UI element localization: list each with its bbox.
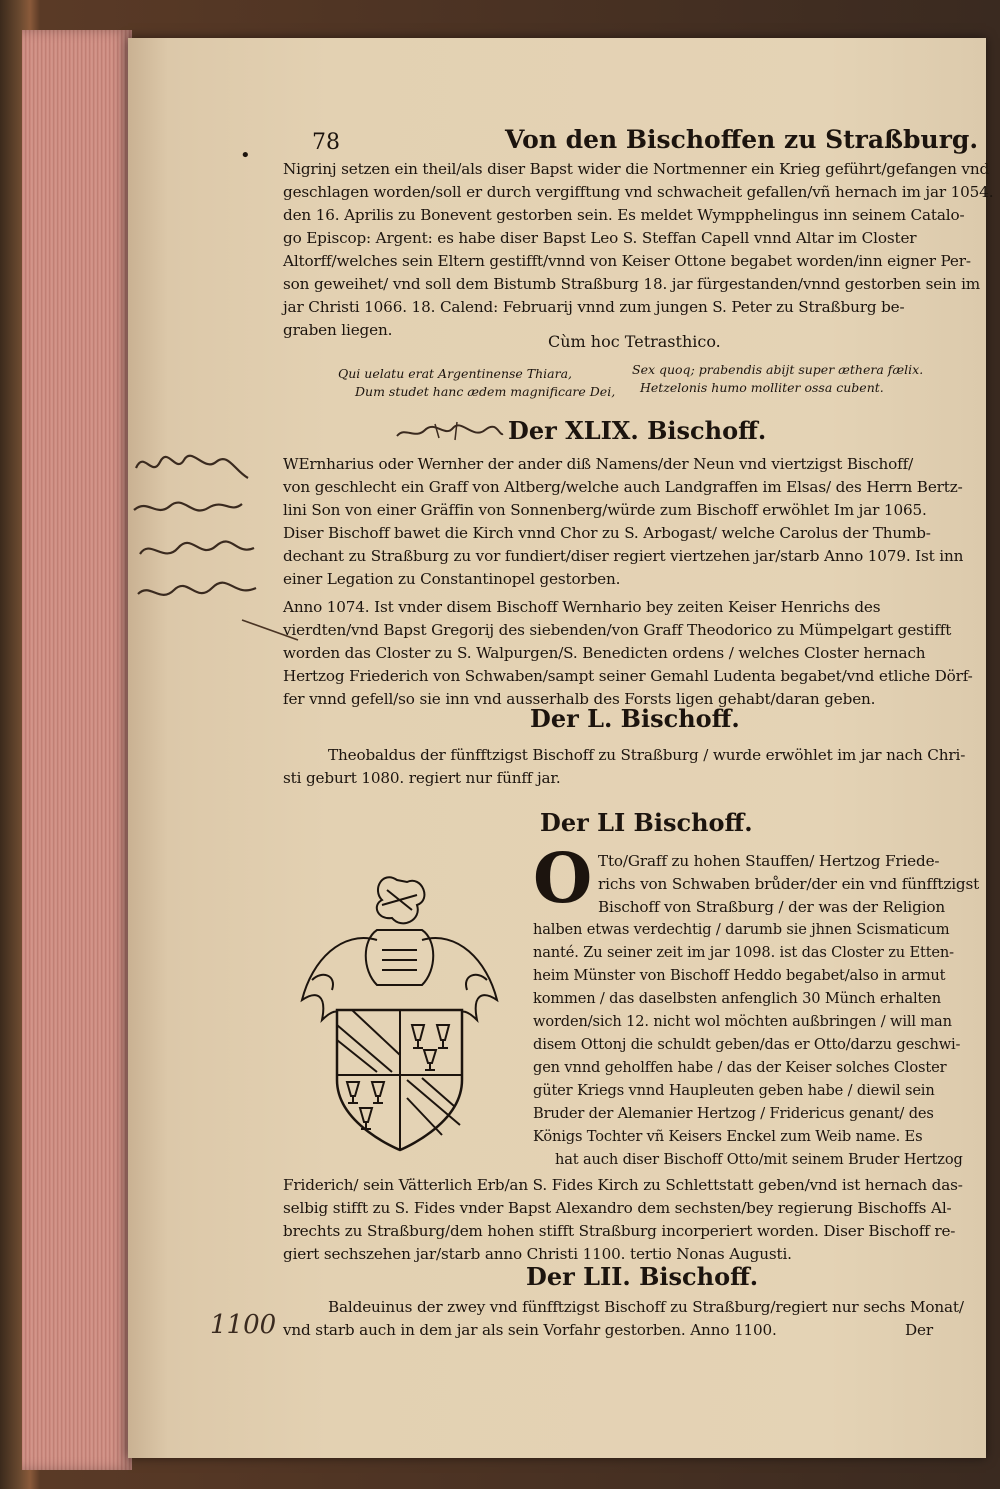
para-51-line: disem Ottonj die schuldt geben/das er Otto/darzu geschwi- [533, 1036, 961, 1053]
para-1074-line: vierdten/vnd Bapst Gregorij des siebenden/von Graff Theodorico zu Mümpelgart gestifft [283, 621, 952, 639]
handwritten-scribble-icon [395, 418, 505, 446]
catchword: Der [905, 1321, 933, 1339]
para-49-line: WErnharius oder Wernher der ander diß Namens/der Neun vnd viertzigst Bischoff/ [283, 455, 914, 473]
intro-line: Altorff/welches sein Eltern gestifft/vnnd von Keiser Ottone begabet worden/inn eigner Per- [283, 252, 971, 270]
margin-pointer-line-icon [240, 616, 300, 646]
para-52-line: Baldeuinus der zwey vnd fünfftzigst Bischoff zu Straßburg/regiert nur sechs Monat/ [328, 1298, 964, 1316]
heading-bishop-52: Der LII. Bischoff. [526, 1262, 759, 1291]
para-1074-line: fer vnnd gefell/so sie inn vnd ausserhalb des Forsts ligen gehabt/daran geben. [283, 690, 876, 708]
para-1074-line: Anno 1074. Ist vnder disem Bischoff Wernhario bey zeiten Keiser Henrichs des [283, 598, 881, 616]
para-50-line: sti geburt 1080. regiert nur fünff jar. [283, 769, 561, 787]
para-51-line: richs von Schwaben brůder/der ein vnd fünfftzigst [598, 875, 980, 893]
para-51-full-line: giert sechszehen jar/starb anno Christi 1100. tertio Nonas Augusti. [283, 1245, 792, 1263]
para-51-line: worden/sich 12. nicht wol möchten außbringen / will man [533, 1013, 952, 1030]
heading-bishop-50: Der L. Bischoff. [530, 704, 740, 733]
tetrastich-verse: Qui uelatu erat Argentinense Thiara, [338, 366, 573, 381]
para-51-line: nanté. Zu seiner zeit im jar 1098. ist das Closter zu Etten- [533, 944, 954, 961]
para-49-line: dechant zu Straßburg zu vor fundiert/diser regiert viertzehen jar/starb Anno 1079. Ist inn [283, 547, 964, 565]
para-51-line: Bruder der Alemanier Hertzog / Fridericus genant/ des [533, 1105, 934, 1122]
para-49-line: einer Legation zu Constantinopel gestorben. [283, 570, 621, 588]
intro-line: go Episcop: Argent: es habe diser Bapst Leo S. Steffan Capell vnnd Altar im Closter [283, 229, 917, 247]
page-number: 78 [312, 130, 340, 155]
para-51-line: heim Münster von Bischoff Heddo begabet/also in armut [533, 967, 946, 984]
intro-line: Nigrinj setzen ein theil/als diser Bapst wider die Nortmenner ein Krieg geführt/gefangen vnd [283, 160, 990, 178]
para-51-full-line: Friderich/ sein Vätterlich Erb/an S. Fides Kirch zu Schlettstatt geben/vnd ist hernach das- [283, 1176, 963, 1194]
page-edges [22, 30, 132, 1470]
para-52-line: vnd starb auch in dem jar als sein Vorfahr gestorben. Anno 1100. [283, 1321, 777, 1339]
para-51-line: güter Kriegs vnnd Haupleuten geben habe / diewil sein [533, 1082, 935, 1099]
intro-line: son geweihet/ vnd soll dem Bistumb Straßburg 18. jar fürgestanden/vnnd gestorben sein im [283, 275, 981, 293]
margin-year-note: 1100 [210, 1310, 277, 1340]
para-51-line: halben etwas verdechtig / darumb sie jhnen Scismaticum [533, 921, 950, 938]
running-title: Von den Bischoffen zu Straßburg. [505, 125, 979, 154]
margin-handwriting-icon [130, 448, 260, 618]
para-1074-line: Hertzog Friederich von Schwaben/sampt seiner Gemahl Ludenta begabet/vnd etliche Dörf- [283, 667, 973, 685]
decorated-initial: O [533, 839, 593, 919]
para-51-line: hat auch diser Bischoff Otto/mit seinem Bruder Hertzog [555, 1151, 963, 1168]
heading-bishop-49: Der XLIX. Bischoff. [508, 416, 767, 445]
para-49-line: Diser Bischoff bawet die Kirch vnnd Chor zu S. Arbogast/ welche Carolus der Thumb- [283, 524, 931, 542]
para-49-line: lini Son von einer Gräffin von Sonnenberg/würde zum Bischoff erwöhlet Im jar 1065. [283, 501, 927, 519]
intro-line: den 16. Aprilis zu Bonevent gestorben sein. Es meldet Wympphelingus inn seinem Catalo- [283, 206, 965, 224]
para-51-line: Bischoff von Straßburg / der was der Religion [598, 898, 946, 916]
tetrastich-title: Cùm hoc Tetrasthico. [548, 332, 721, 351]
para-1074-line: worden das Closter zu S. Walpurgen/S. Benedicten ordens / welches Closter hernach [283, 644, 926, 662]
header-dot: • [240, 145, 251, 166]
coat-of-arms-icon [282, 860, 517, 1160]
para-51-line: gen vnnd geholffen habe / das der Keiser solches Closter [533, 1059, 947, 1076]
tetrastich-verse: Hetzelonis humo molliter ossa cubent. [640, 380, 884, 395]
para-49-line: von geschlecht ein Graff von Altberg/welche auch Landgraffen im Elsas/ des Herrn Bertz- [283, 478, 963, 496]
para-51-full-line: selbig stifft zu S. Fides vnder Bapst Alexandro dem sechsten/bey regierung Bischoffs Al- [283, 1199, 952, 1217]
para-51-line: Tto/Graff zu hohen Stauffen/ Hertzog Friede- [598, 852, 940, 870]
para-51-line: Königs Tochter vñ Keisers Enckel zum Weib name. Es [533, 1128, 923, 1145]
para-51-line: kommen / das daselbsten anfenglich 30 Münch erhalten [533, 990, 941, 1007]
intro-line: graben liegen. [283, 321, 393, 339]
heading-bishop-51: Der LI Bischoff. [540, 808, 753, 837]
tetrastich-verse: Sex quoq; prabendis abijt super æthera fælix. [632, 362, 924, 377]
para-50-line: Theobaldus der fünfftzigst Bischoff zu Straßburg / wurde erwöhlet im jar nach Chri- [328, 746, 966, 764]
intro-line: jar Christi 1066. 18. Calend: Februarij vnnd zum jungen S. Peter zu Straßburg be- [283, 298, 905, 316]
tetrastich-verse: Dum studet hanc ædem magnificare Dei, [355, 384, 616, 399]
para-51-full-line: brechts zu Straßburg/dem hohen stifft Straßburg incorperiert worden. Diser Bischoff re- [283, 1222, 956, 1240]
intro-line: geschlagen worden/soll er durch vergifftung vnd schwacheit gefallen/vñ hernach im jar 1054. [283, 183, 994, 201]
